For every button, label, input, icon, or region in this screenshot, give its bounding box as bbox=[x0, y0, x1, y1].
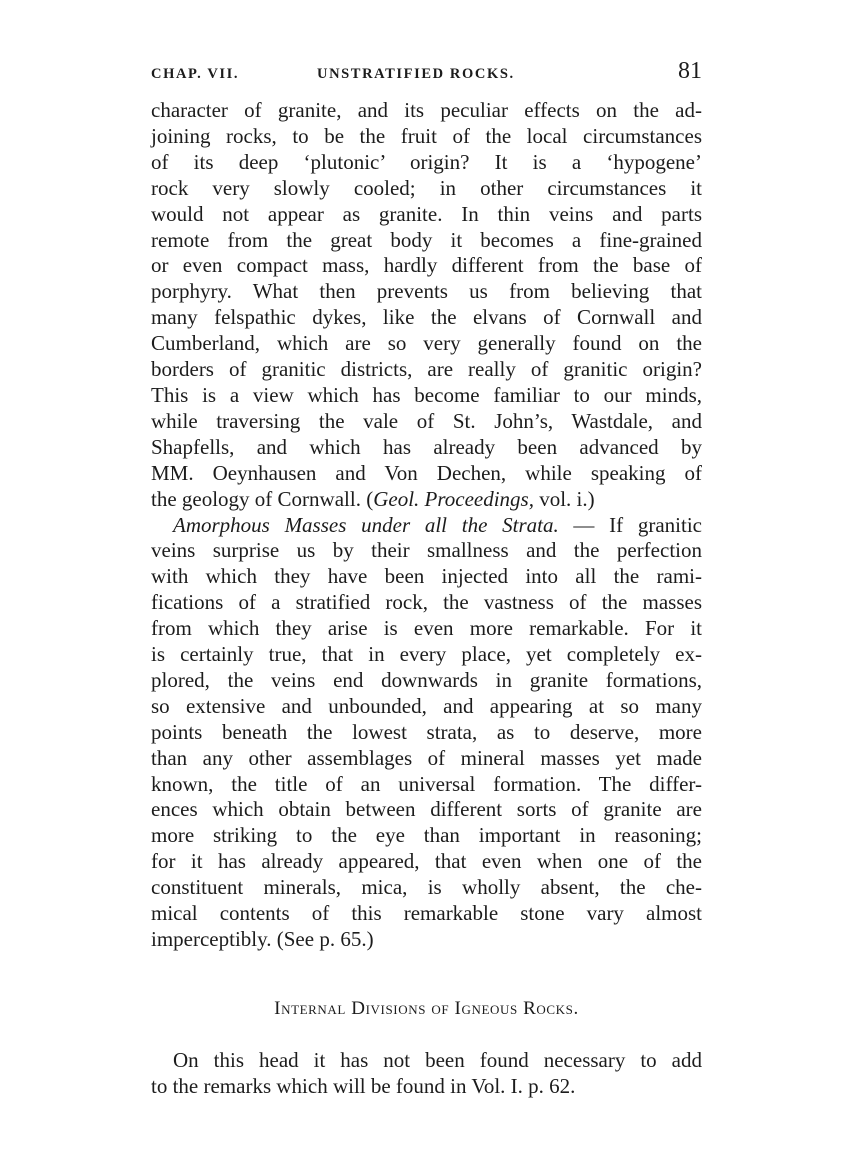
book-page bbox=[151, 58, 702, 1100]
text-line: On this head it has not been found necessary to add bbox=[173, 1047, 702, 1072]
text-line: more striking to the eye than important in reasoning; bbox=[151, 823, 702, 848]
section-text bbox=[151, 1048, 702, 1100]
text-line: or even compact mass, hardly different from the base of bbox=[151, 253, 702, 278]
citation: Geol. Proceedings, bbox=[373, 486, 534, 511]
text-line: porphyry. What then prevents us from believing that bbox=[151, 279, 702, 304]
section-heading: Internal Divisions of Igneous Rocks. bbox=[274, 997, 579, 1019]
text-fragment: vol. i.) bbox=[533, 486, 595, 511]
text-line: for it has already appeared, that even when one of the bbox=[151, 849, 702, 874]
text-line: many felspathic dykes, like the elvans of Cornwall and bbox=[151, 305, 702, 330]
text-line: character of granite, and its peculiar effects on the ad- bbox=[151, 98, 702, 122]
page-number: 81 bbox=[678, 58, 702, 84]
text-line: This is a view which has become familiar to our minds, bbox=[151, 382, 702, 407]
text-line bbox=[151, 487, 702, 513]
text-line: while traversing the vale of St. John’s, Wastdale, and bbox=[151, 408, 702, 433]
text-line: joining rocks, to be the fruit of the local circumstances bbox=[151, 123, 702, 148]
text-line: of its deep ‘plutonic’ origin? It is a ‘hypogene’ bbox=[151, 149, 702, 174]
text-line: borders of granitic districts, are really of granitic origin? bbox=[151, 357, 702, 382]
text-fragment: the geology of Cornwall. ( bbox=[151, 486, 374, 511]
text-line: MM. Oeynhausen and Von Dechen, while speaking of bbox=[151, 460, 702, 485]
text-line bbox=[151, 513, 702, 539]
running-title: UNSTRATIFIED ROCKS. bbox=[317, 66, 515, 82]
running-head bbox=[151, 58, 702, 92]
text-line: than any other assemblages of mineral masses yet made bbox=[151, 745, 702, 770]
paragraph-granite-origin bbox=[151, 98, 702, 513]
text-line: rock very slowly cooled; in other circumstances it bbox=[151, 175, 702, 200]
text-line: would not appear as granite. In thin veins and parts bbox=[151, 201, 702, 226]
text-line: is certainly true, that in every place, yet completely ex- bbox=[151, 642, 702, 667]
text-line: remote from the great body it becomes a fine-grained bbox=[151, 227, 702, 252]
text-line: so extensive and unbounded, and appearing at so many bbox=[151, 693, 702, 718]
text-line: veins surprise us by their smallness and the perfection bbox=[151, 538, 702, 563]
text-line: to the remarks which will be found in Vol. I. p. 62. bbox=[151, 1073, 576, 1098]
text-line: from which they arise is even more remarkable. For it bbox=[151, 616, 702, 641]
paragraph-amorphous-masses bbox=[151, 513, 702, 953]
text-line: imperceptibly. (See p. 65.) bbox=[151, 927, 374, 951]
text-line: mical contents of this remarkable stone vary almost bbox=[151, 901, 702, 926]
text-line: plored, the veins end downwards in granite formations, bbox=[151, 667, 702, 692]
text-line: ences which obtain between different sorts of granite are bbox=[151, 797, 702, 822]
text-line: fications of a stratified rock, the vastness of the masses bbox=[151, 590, 702, 615]
text-line: Shapfells, and which has already been advanced by bbox=[151, 434, 702, 459]
chapter-label: CHAP. VII. bbox=[151, 66, 240, 82]
text-line: Cumberland, which are so very generally found on the bbox=[151, 331, 702, 356]
paragraph-heading: Amorphous Masses under all the Strata. bbox=[173, 512, 559, 537]
text-line: known, the title of an universal formation. The differ- bbox=[151, 771, 702, 796]
text-line: with which they have been injected into all the rami- bbox=[151, 564, 702, 589]
text-line: points beneath the lowest strata, as to deserve, more bbox=[151, 719, 702, 744]
text-fragment: — If granitic bbox=[558, 512, 703, 537]
main-text bbox=[151, 98, 702, 953]
text-line: constituent minerals, mica, is wholly absent, the che- bbox=[151, 875, 702, 900]
